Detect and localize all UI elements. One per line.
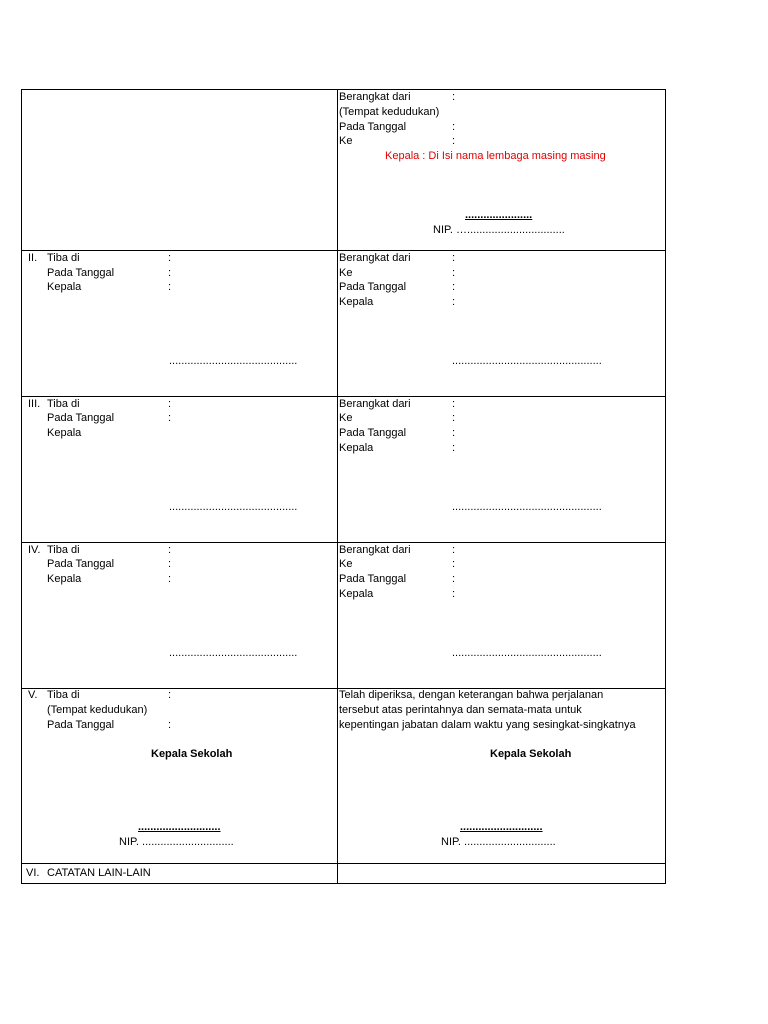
row-divider (21, 863, 666, 864)
berangkat-label: Berangkat dari (339, 398, 411, 410)
tiba-label: Tiba di (47, 398, 80, 410)
sppd-table (21, 89, 666, 884)
signature-line: .......................................... (169, 355, 298, 367)
tanggal-label: Pada Tanggal (47, 412, 115, 424)
tanggal-label: Pada Tanggal (47, 719, 115, 731)
colon: : (452, 573, 456, 585)
kepala-label: Kepala (47, 281, 82, 293)
colon: : (168, 267, 172, 279)
tiba-label: Tiba di (47, 544, 80, 556)
nip-line: NIP. .............................. (441, 836, 556, 848)
colon: : (452, 281, 456, 293)
colon: : (452, 558, 456, 570)
kepala-label: Kepala (47, 573, 82, 585)
kepala-sekolah-title: Kepala Sekolah (151, 748, 233, 760)
colon: : (452, 544, 456, 556)
row-divider (21, 542, 666, 543)
colon: : (452, 427, 456, 439)
colon: : (452, 412, 456, 424)
colon: : (168, 689, 172, 701)
tanggal-label: Pada Tanggal (47, 267, 115, 279)
signature-line: ................................................. (452, 647, 602, 659)
column-divider (337, 89, 338, 884)
tanggal-label: Pada Tanggal (47, 558, 115, 570)
signature-line: ................................................. (452, 501, 602, 513)
colon: : (452, 588, 456, 600)
colon: : (168, 252, 172, 264)
colon: : (452, 296, 456, 308)
tempat-label: (Tempat kedudukan) (339, 106, 440, 118)
statement-line: tersebut atas perintahnya dan semata-mata untuk (339, 704, 582, 716)
colon: : (452, 91, 456, 103)
colon: : (168, 412, 172, 424)
tanggal-label: Pada Tanggal (339, 427, 407, 439)
instruction-note: Kepala : Di Isi nama lembaga masing masing (385, 150, 606, 162)
ke-label: Ke (339, 267, 353, 279)
signature-line: ................................................. (452, 355, 602, 367)
row-divider (21, 250, 666, 251)
statement-line: kepentingan jabatan dalam waktu yang sesingkat-singkatnya (339, 719, 636, 731)
signature-line: .......................................... (169, 501, 298, 513)
berangkat-label: Berangkat dari (339, 544, 411, 556)
nip-line: NIP. .............................. (119, 836, 234, 848)
row-number: IV. (28, 544, 41, 556)
colon: : (168, 398, 172, 410)
colon: : (452, 252, 456, 264)
colon: : (168, 573, 172, 585)
row-number: III. (28, 398, 41, 410)
kepala-label: Kepala (339, 296, 374, 308)
row-number: V. (28, 689, 38, 701)
signature-line: ...................... (465, 209, 533, 221)
signature-line: ........................... (138, 821, 221, 833)
colon: : (168, 719, 172, 731)
nip-line: NIP. …................................ (433, 224, 565, 236)
ke-label: Ke (339, 412, 353, 424)
kepala-label: Kepala (47, 427, 82, 439)
ke-label: Ke (339, 135, 353, 147)
berangkat-label: Berangkat dari (339, 91, 411, 103)
row-number: VI. (26, 867, 40, 879)
berangkat-label: Berangkat dari (339, 252, 411, 264)
kepala-label: Kepala (339, 588, 374, 600)
ke-label: Ke (339, 558, 353, 570)
tempat-label: (Tempat kedudukan) (47, 704, 148, 716)
colon: : (168, 558, 172, 570)
tanggal-label: Pada Tanggal (339, 281, 407, 293)
colon: : (452, 121, 456, 133)
colon: : (452, 442, 456, 454)
statement-line: Telah diperiksa, dengan keterangan bahwa perjalanan (339, 689, 604, 701)
tiba-label: Tiba di (47, 252, 80, 264)
tanggal-label: Pada Tanggal (339, 573, 407, 585)
tiba-label: Tiba di (47, 689, 80, 701)
catatan-label: CATATAN LAIN-LAIN (47, 867, 151, 879)
row-divider (21, 396, 666, 397)
colon: : (452, 267, 456, 279)
tanggal-label: Pada Tanggal (339, 121, 407, 133)
colon: : (168, 544, 172, 556)
signature-line: ........................... (460, 821, 543, 833)
kepala-label: Kepala (339, 442, 374, 454)
row-number: II. (28, 252, 38, 264)
colon: : (452, 135, 456, 147)
colon: : (452, 398, 456, 410)
colon: : (168, 281, 172, 293)
signature-line: .......................................... (169, 647, 298, 659)
kepala-sekolah-title: Kepala Sekolah (490, 748, 572, 760)
